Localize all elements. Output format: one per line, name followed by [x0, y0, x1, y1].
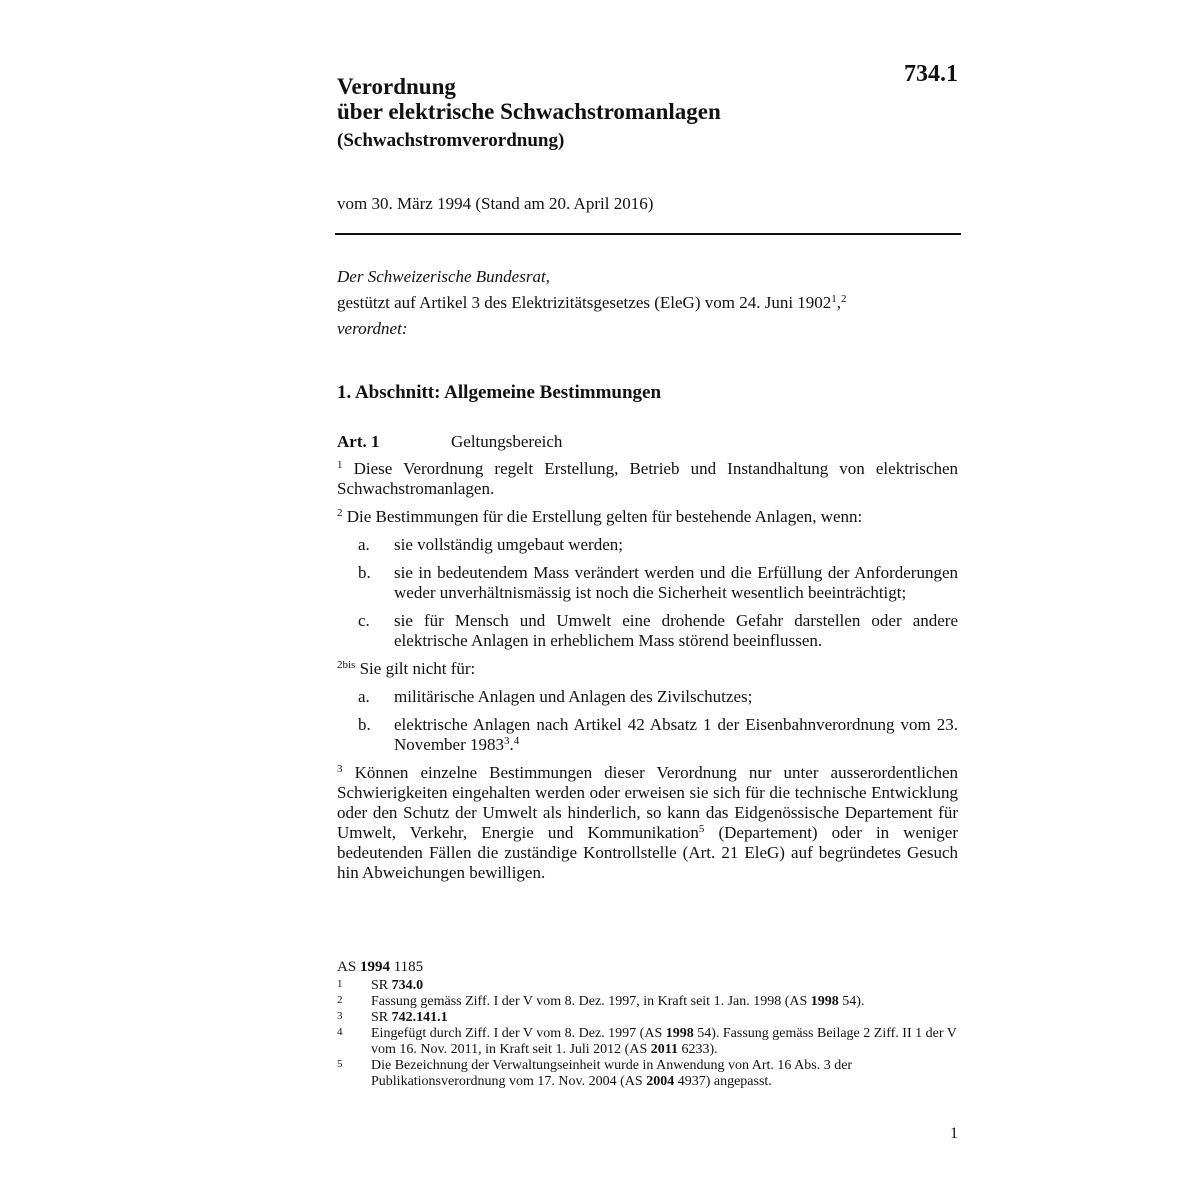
preamble-authority: Der Schweizerische Bundesrat, — [337, 267, 550, 286]
preamble-decree: verordnet: — [337, 319, 408, 338]
list-item — [337, 535, 958, 555]
footnote-number: 3 — [337, 1010, 343, 1022]
footnote-ref-5[interactable]: 5 — [698, 823, 705, 835]
sr-number: 734.1 — [904, 61, 958, 87]
footnote-sr-number: 742.141.1 — [391, 1010, 448, 1025]
footnotes — [337, 958, 957, 1090]
paragraph-1 — [337, 459, 958, 499]
list-item — [337, 715, 958, 755]
footnote-number: 1 — [337, 978, 343, 990]
preamble-basis-comma: , — [836, 293, 842, 312]
paragraph-2-number: 2 — [337, 507, 343, 519]
footnote-as-year: 2004 — [646, 1074, 675, 1089]
page-number: 1 — [950, 1125, 958, 1142]
paragraph-1-text: Diese Verordnung regelt Erstellung, Betrieb und Instandhaltung von elektrischen Schwachstromanlagen. — [337, 459, 959, 498]
footnote-text: Eingefügt durch Ziff. I der V vom 8. Dez. 1997 (AS — [371, 1026, 666, 1041]
preamble-basis — [337, 290, 959, 316]
footnote-text: 54). Fassung gemäss Beilage 2 Ziff. II 1 der V vom 16. Nov. 2011, in Kraft seit 1. Juli 2012 (AS — [371, 1026, 957, 1057]
footnote-as-year: 1998 — [810, 994, 839, 1009]
paragraph-3-text-b: (Departement) oder in weniger bedeutenden Fällen die zuständige Kontrollstelle (Art. 21 EleG) auf begründetes Gesuch hin Abweichungen bewilligen. — [337, 823, 958, 882]
paragraph-3 — [337, 763, 958, 883]
list-item-label: a. — [358, 687, 370, 706]
footnote-number: 5 — [337, 1058, 343, 1070]
footnote-ref-2[interactable]: 2 — [841, 293, 847, 305]
list-item — [337, 611, 958, 651]
as-page: 1185 — [389, 959, 424, 975]
preamble-basis-text: gestützt auf Artikel 3 des Elektrizitätsgesetzes (EleG) vom 24. Juni 1902 — [337, 293, 832, 312]
footnote-text: Die Bezeichnung der Verwaltungseinheit wurde in Anwendung von Art. 16 Abs. 3 der Publikationsverordnung vom 17. Nov. 2004 (AS — [371, 1058, 853, 1089]
list-item — [337, 563, 958, 603]
paragraph-1-number: 1 — [337, 459, 343, 471]
list-item-label: a. — [358, 535, 370, 554]
footnote-ref-3[interactable]: 3 — [504, 735, 510, 747]
list-item-label: b. — [358, 715, 371, 734]
list-item — [337, 687, 958, 707]
date-line: vom 30. März 1994 (Stand am 20. April 2016) — [337, 194, 654, 213]
footnote-text: 54). — [838, 994, 865, 1009]
footnote-number: 2 — [337, 994, 343, 1006]
footnote-3 — [337, 1010, 957, 1026]
preamble — [337, 264, 959, 342]
footnote-ref-4[interactable]: 4 — [513, 735, 520, 747]
list-item-text: militärische Anlagen und Anlagen des Zivilschutzes; — [394, 687, 753, 706]
title-line-2: über elektrische Schwachstromanlagen — [337, 99, 721, 124]
article-title: Geltungsbereich — [451, 432, 563, 451]
list-item-label: c. — [358, 611, 370, 630]
paragraph-2bis-text: Sie gilt nicht für: — [359, 659, 476, 678]
footnote-5 — [337, 1058, 957, 1090]
list-item-text: sie in bedeutendem Mass verändert werden und die Erfüllung der Anforderungen weder unverhältnismässig ist noch die Sicherheit wesentlich beeinträchtigt; — [394, 563, 958, 602]
as-prefix: AS — [337, 959, 360, 975]
footnote-sr-number: 734.0 — [391, 978, 424, 993]
footnote-4 — [337, 1026, 957, 1058]
footnote-as-year: 2011 — [650, 1042, 678, 1057]
footnote-text: 6233). — [677, 1042, 718, 1057]
as-year: 1994 — [359, 959, 390, 975]
footnote-ref-separator: . — [509, 735, 514, 754]
title-line-1: Verordnung — [337, 74, 456, 99]
footnote-text: 4937) angepasst. — [674, 1074, 772, 1089]
paragraph-2bis-number: 2bis — [337, 659, 356, 671]
list-item-text: elektrische Anlagen nach Artikel 42 Absatz 1 der Eisenbahnverordnung vom 23. November 1983 — [394, 715, 958, 754]
paragraph-2 — [337, 507, 958, 527]
footnote-number: 4 — [337, 1026, 343, 1038]
section-title: 1. Abschnitt: Allgemeine Bestimmungen — [337, 382, 662, 403]
paragraph-2-text: Die Bestimmungen für die Erstellung gelten für bestehende Anlagen, wenn: — [346, 507, 863, 526]
header-divider — [335, 233, 961, 235]
footnote-ref-1[interactable]: 1 — [831, 293, 837, 305]
title-block — [337, 74, 897, 152]
article-number: Art. 1 — [337, 432, 380, 451]
as-reference — [337, 958, 957, 976]
list-item-text: sie für Mensch und Umwelt eine drohende Gefahr darstellen oder andere elektrische Anlagen in erheblichem Mass störend beeinflussen. — [394, 611, 958, 650]
footnote-text: SR — [371, 978, 392, 993]
footnote-1 — [337, 978, 957, 994]
footnote-text: Fassung gemäss Ziff. I der V vom 8. Dez. 1997, in Kraft seit 1. Jan. 1998 (AS — [371, 994, 811, 1009]
list-item-text: sie vollständig umgebaut werden; — [394, 535, 623, 554]
article-body — [337, 459, 958, 891]
footnote-text: SR — [371, 1010, 392, 1025]
paragraph-3-number: 3 — [337, 763, 343, 775]
list-item-label: b. — [358, 563, 371, 582]
footnote-as-year: 1998 — [665, 1026, 694, 1041]
article-heading — [337, 431, 957, 453]
footnote-2 — [337, 994, 957, 1010]
paragraph-2bis — [337, 659, 958, 679]
paragraph-3-text-a: Können einzelne Bestimmungen dieser Verordnung nur unter ausserordentlichen Schwierigkeiten eingehalten werden oder erweisen sie sich für die technische Entwicklung oder den Schutz der Umwelt als hinderlich, so kann das Eidgenössische Departement für Umwelt, Verkehr, Energie und Kommunikation — [337, 763, 959, 842]
title-short: (Schwachstromverordnung) — [337, 130, 565, 151]
